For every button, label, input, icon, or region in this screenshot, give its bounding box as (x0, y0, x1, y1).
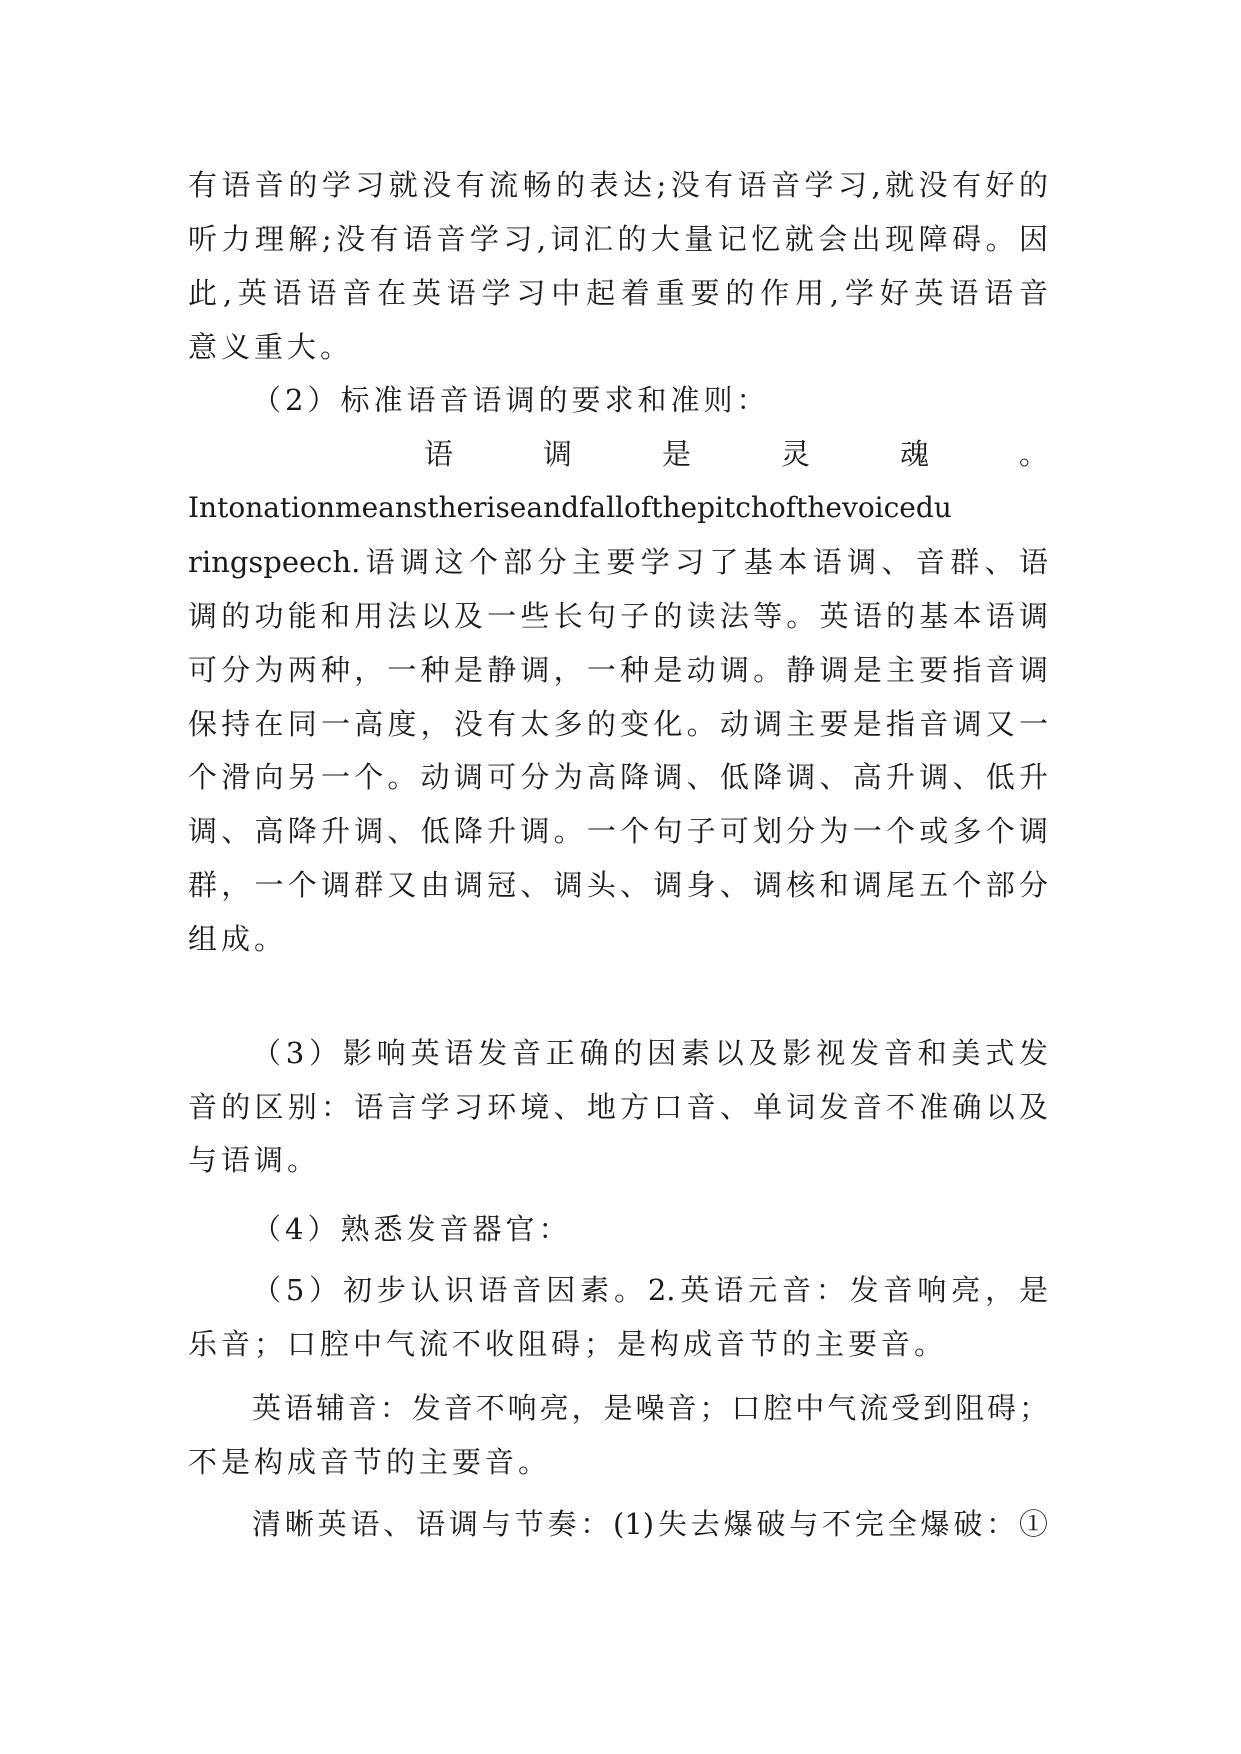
paragraph-line: 听力理解;没有语音学习,词汇的大量记忆就会出现障碍。因 (188, 222, 1048, 256)
paragraph-line: 此,英语语音在英语学习中起着重要的作用,学好英语语音 (188, 276, 1048, 310)
paragraph-line: 清晰英语、语调与节奏：(1)失去爆破与不完全爆破：① (252, 1507, 1048, 1541)
paragraph-line: 调的功能和用法以及一些长句子的读法等。英语的基本语调 (188, 599, 1048, 633)
section-heading: （5）初步认识语音因素。2.英语元音：发音响亮，是 (252, 1273, 1048, 1307)
paragraph-line: 可分为两种，一种是静调，一种是动调。静调是主要指音调 (188, 653, 1048, 687)
paragraph-line: 有语音的学习就没有流畅的表达;没有语音学习,就没有好的 (188, 168, 1048, 202)
section-heading: （4）熟悉发音器官： (252, 1212, 572, 1246)
paragraph-line: 群，一个调群又由调冠、调头、调身、调核和调尾五个部分 (188, 868, 1048, 902)
paragraph-line: 音的区别：语言学习环境、地方口音、单词发音不准确以及 (188, 1090, 1048, 1124)
paragraph-line: 与语调。 (188, 1143, 321, 1177)
english-text-line: Intonationmeanstheriseandfallofthepitchofthevoicedu (188, 491, 952, 524)
paragraph-line: 不是构成音节的主要音。 (188, 1445, 552, 1479)
paragraph-line: 组成。 (188, 922, 288, 956)
paragraph-line: 个滑向另一个。动调可分为高降调、低降调、高升调、低升 (188, 760, 1048, 794)
paragraph-line: 调、高降升调、低降升调。一个句子可划分为一个或多个调 (188, 814, 1048, 848)
spaced-heading-line: 语 调 是 灵 魂 。 (424, 437, 1048, 471)
paragraph-line: 英语辅音：发音不响亮，是噪音；口腔中气流受到阻碍； (252, 1391, 1048, 1425)
section-heading: （2）标准语音语调的要求和准则： (252, 383, 770, 417)
section-heading: （3）影响英语发音正确的因素以及影视发音和美式发 (252, 1036, 1048, 1070)
paragraph-line: 乐音；口腔中气流不收阻碍；是构成音节的主要音。 (188, 1327, 948, 1361)
paragraph-line: ringspeech.语调这个部分主要学习了基本语调、音群、语 (188, 545, 1048, 579)
paragraph-line: 意义重大。 (188, 330, 354, 364)
paragraph-line: 保持在同一高度，没有太多的变化。动调主要是指音调又一 (188, 707, 1048, 741)
